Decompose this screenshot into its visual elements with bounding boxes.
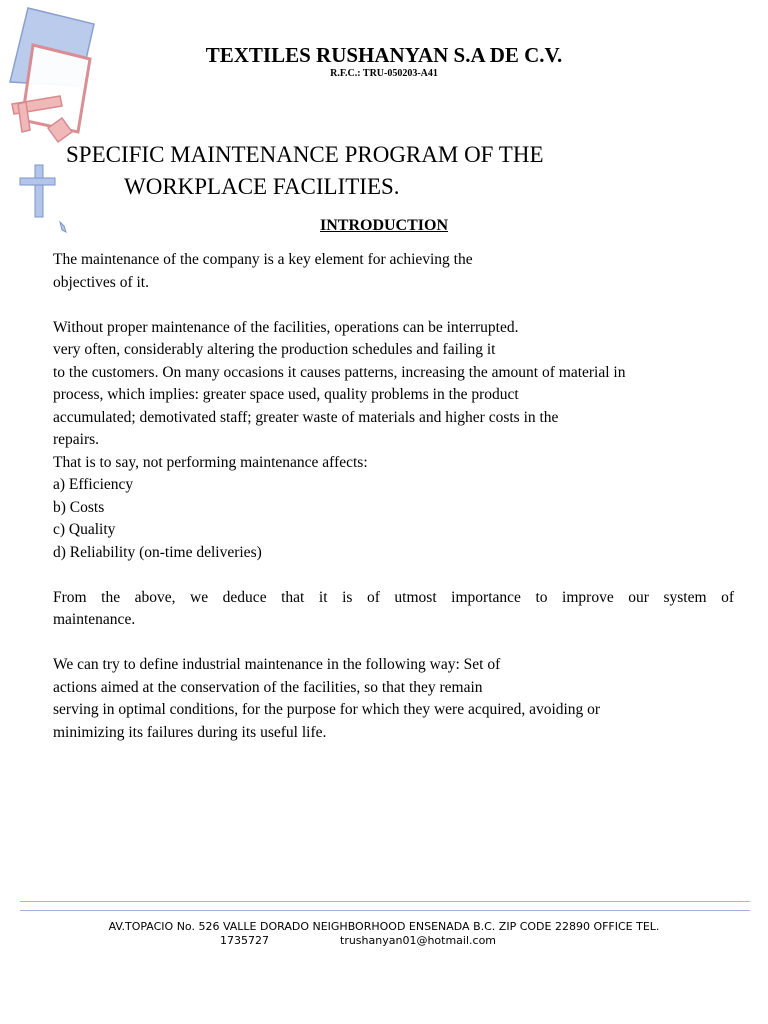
footer-email: trushanyan01@hotmail.com bbox=[340, 934, 497, 947]
footer-divider-top bbox=[20, 901, 750, 902]
list-item: c) Quality bbox=[53, 521, 116, 538]
list-item: a) Efficiency bbox=[53, 476, 134, 493]
body-line: minimizing its failures during its useful life. bbox=[53, 723, 327, 741]
body-line: serving in optimal conditions, for the purpose for which they were acquired, avoiding or bbox=[53, 701, 601, 718]
body-line: That is to say, not performing maintenance affects: bbox=[53, 453, 368, 471]
company-logo bbox=[0, 0, 110, 240]
section-heading: INTRODUCTION bbox=[319, 217, 448, 234]
document-body bbox=[53, 249, 734, 744]
footer bbox=[0, 920, 768, 948]
footer-divider-bottom bbox=[20, 910, 750, 911]
company-rfc: R.F.C.: TRU-050203-A41 bbox=[330, 68, 438, 79]
body-line: accumulated; demotivated staff; greater waste of materials and higher costs in the bbox=[53, 408, 559, 426]
body-line: objectives of it. bbox=[53, 273, 149, 291]
letterhead bbox=[0, 42, 768, 80]
footer-phone: 1735727 bbox=[220, 934, 269, 947]
body-line: very often, considerably altering the production schedules and failing it bbox=[53, 341, 496, 358]
list-item: b) Costs bbox=[53, 498, 105, 516]
footer-address: AV.TOPACIO No. 526 VALLE DORADO NEIGHBORHOOD ENSENADA B.C. ZIP CODE 22890 OFFICE TEL. bbox=[108, 920, 660, 933]
document-title-line-2: WORKPLACE FACILITIES. bbox=[124, 174, 400, 199]
body-line: to the customers. On many occasions it causes patterns, increasing the amount of material in bbox=[53, 363, 626, 381]
list-item: d) Reliability (on-time deliveries) bbox=[53, 543, 262, 561]
company-name: TEXTILES RUSHANYAN S.A DE C.V. bbox=[205, 43, 563, 67]
body-line: repairs. bbox=[53, 431, 100, 448]
body-line: process, which implies: greater space used, quality problems in the product bbox=[53, 386, 519, 403]
body-line: From the above, we deduce that it is of utmost importance to improve our system of bbox=[53, 588, 734, 606]
body-line: The maintenance of the company is a key element for achieving the bbox=[53, 251, 473, 268]
body-line: Without proper maintenance of the facilities, operations can be interrupted. bbox=[53, 318, 519, 336]
body-line: maintenance. bbox=[53, 611, 136, 628]
document-title-line-1: SPECIFIC MAINTENANCE PROGRAM OF THE bbox=[66, 142, 544, 167]
body-line: actions aimed at the conservation of the facilities, so that they remain bbox=[53, 678, 483, 696]
body-line: We can try to define industrial maintenance in the following way: Set of bbox=[53, 656, 501, 673]
